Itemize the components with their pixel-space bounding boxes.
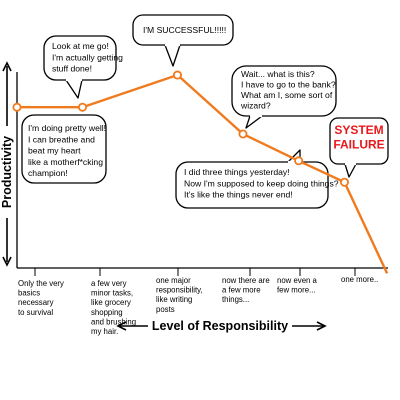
annotation-bubble-6 (330, 118, 388, 177)
data-point-2 (79, 104, 86, 111)
x-axis-title: Level of Responsibility (151, 319, 289, 333)
x-tick-label-5: now even a few more... (277, 276, 317, 295)
annotation-bubble-1 (22, 115, 106, 183)
annotation-bubble-5 (176, 150, 339, 208)
data-point-3 (174, 71, 181, 78)
bubble-text: I'M SUCCESSFUL!!!!! (143, 25, 227, 35)
data-point-6 (341, 179, 348, 186)
bubble-tail (165, 45, 180, 66)
annotation-bubble-3 (133, 15, 233, 66)
x-tick-label-3: one major responsibility, like writing posts (156, 276, 203, 314)
annotation-bubble-4 (232, 66, 336, 128)
data-point-1 (13, 104, 20, 111)
x-tick-label-6: one more.. (341, 275, 379, 284)
bubble-text: Wait... what is this? I have to go to the bank? What am I, some sort of wizard? (241, 69, 336, 111)
annotation-bubble-2 (44, 36, 123, 98)
bubble-tail (345, 164, 356, 177)
x-tick-label-4: now there are a few more things... (222, 276, 270, 305)
annotation-bubbles (22, 15, 388, 208)
y-axis-title: Productivity (0, 135, 14, 209)
bubble-text: I'm doing pretty well! I can breathe and beat my heart like a motherf*cking champion! (28, 123, 107, 179)
bubble-tail (246, 116, 262, 128)
bubble-text: Look at me go! I'm actually getting stuff done! (52, 41, 123, 74)
bubble-text: SYSTEM FAILURE (333, 123, 385, 152)
data-point-4 (239, 130, 246, 137)
data-point-5 (295, 157, 302, 164)
x-tick-label-1: Only the very basics necessary to survival (18, 279, 64, 317)
x-tick-label-2: a few very minor tasks, like grocery shopping and brushing my hair. (91, 279, 137, 336)
bubble-text: I did three things yesterday! Now I'm supposed to keep doing things? It's like the things never end! (184, 167, 339, 200)
bubble-tail (66, 80, 82, 98)
